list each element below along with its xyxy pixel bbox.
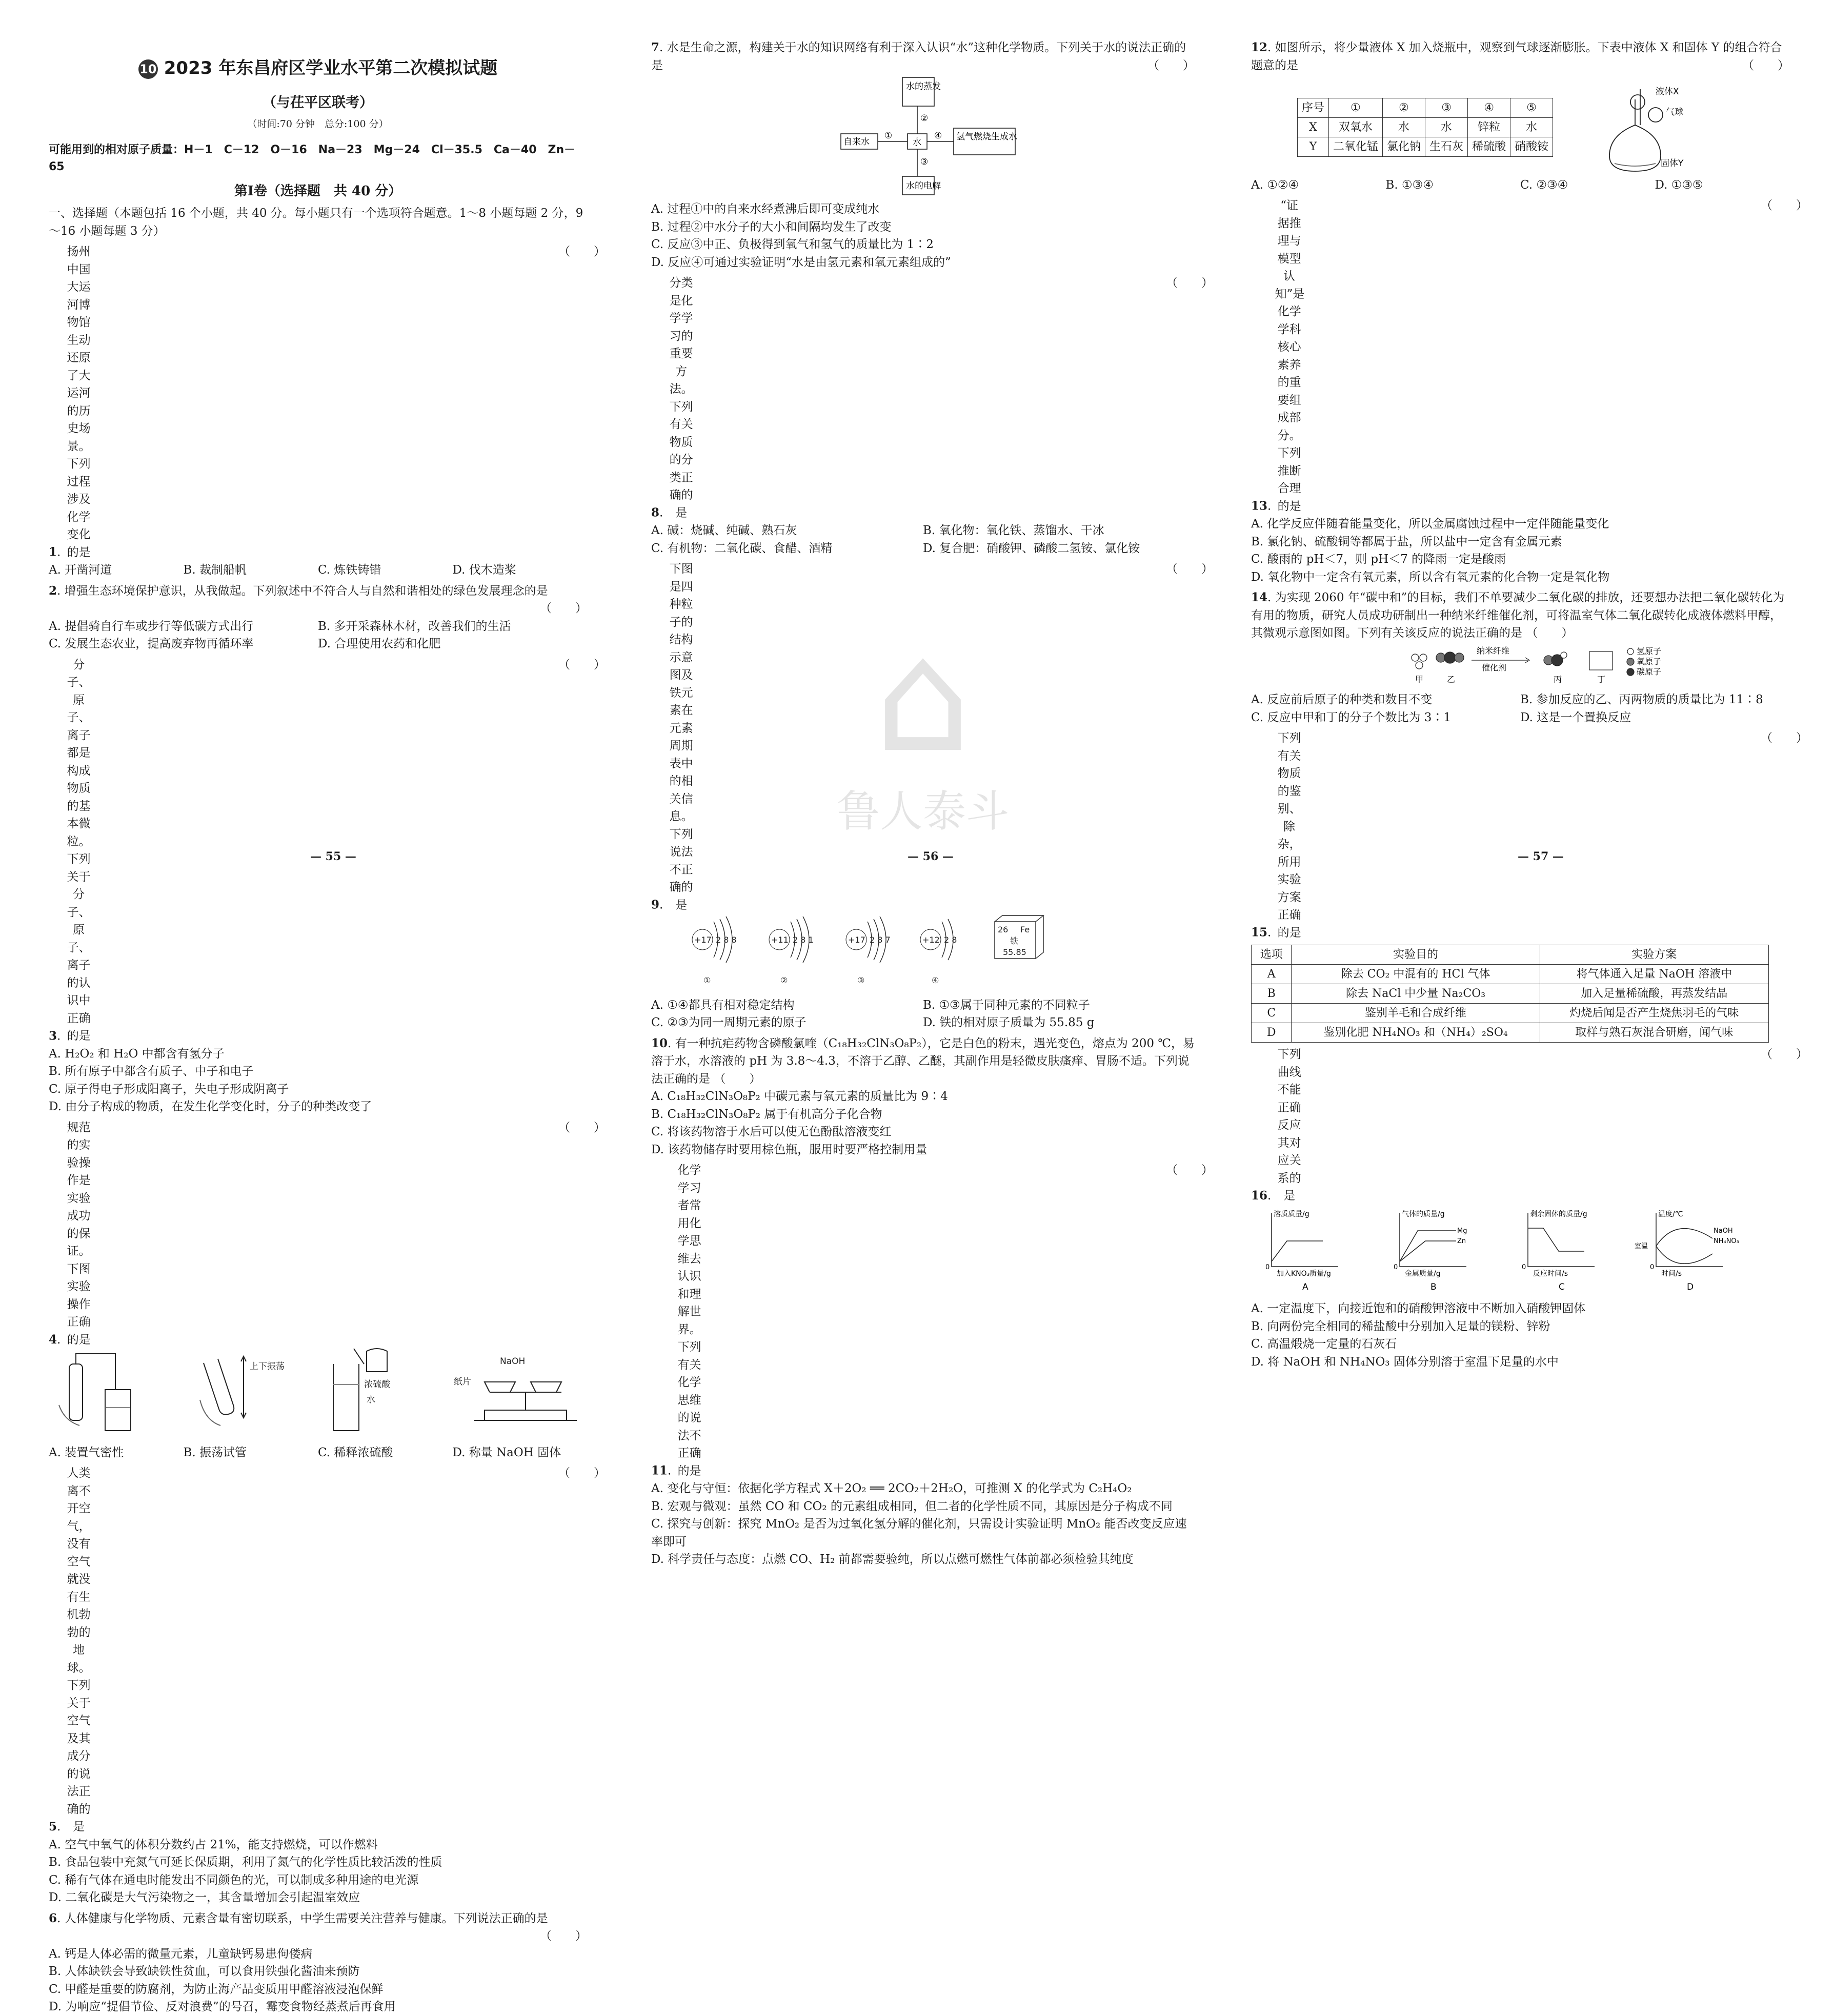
answer-blank[interactable]: （ ） <box>1526 626 1574 640</box>
y-axis-label: 气体的质量/g <box>1402 1210 1445 1218</box>
question-stem: 为实现 2060 年“碳中和”的目标，我们不单要减少二氧化碳的排放，还要想办法把二氧化碳转化为有用的物质，研究人员成功研制出一种纳米纤维催化剂，可将温室气体二氧化碳转化成液体燃料甲醇，其微观示意图如图。下列有关该反应的说法正确的是 <box>1251 591 1785 640</box>
curve <box>1400 1231 1456 1261</box>
conc-acid-label: 浓硫酸 <box>364 1379 390 1390</box>
question-14: 14. 为实现 2060 年“碳中和”的目标，我们不单要减少二氧化碳的排放，还要想办法把二氧化碳转化为有用的物质，研究人员成功研制出一种纳米纤维催化剂，可将温室气体二氧化碳转化成液体燃料甲醇，其微观示意图如图。下列有关该反应的说法正确的是 （ ） 纳米纤维 催化剂 甲 乙 丙 丁 氢原子 氧原子 碳原子 A. 反应前后原子的种类和数目不变 B. 参加反应的乙、丙两物质的质量比为 11∶8 C. 反应中甲和丁的分子个数比为 3∶1 D. 这是一个置换反应 <box>1251 589 1789 726</box>
question-stem: 分子、原子、离子都是构成物质的基本微粒。下列关于分子、原子、离子的认识中正确的是 <box>67 658 91 1043</box>
svg-text:2 8 1: 2 8 1 <box>793 935 814 945</box>
svg-text:丙: 丙 <box>1554 674 1562 684</box>
table-row <box>1252 984 1769 1004</box>
svg-text:碳原子: 碳原子 <box>1637 666 1662 677</box>
q15-table <box>1251 945 1769 1043</box>
table-row <box>1298 98 1553 118</box>
graph-id: A <box>1302 1281 1308 1292</box>
question-13: 13. “证据推理与模型认知”是化学学科核心素养的重要组成部分。下列推断合理的是 （ ） A. 化学反应伴随着能量变化，所以金属腐蚀过程中一定伴随能量变化 B. 氯化钠、硫酸铜等都属于盐，所以盐中一定含有金属元素 C. 酸雨的 pH＜7，则 pH＜7 的降雨一定是酸雨 D. 氧化物中一定含有氧元素，所以含有氧元素的化合物一定是氧化物 <box>1251 197 1789 586</box>
answer-blank[interactable]: （ ） <box>1742 59 1789 72</box>
option-c: C. ②③④ <box>1520 178 1568 192</box>
hydrogen-burning-node: 氢气燃烧生成水 <box>956 131 1017 142</box>
series-label: NH₄NO₃ <box>1714 1237 1739 1245</box>
origin-label: 0 <box>1265 1263 1270 1271</box>
svg-text:甲: 甲 <box>1415 674 1424 684</box>
option-d: D. 复合肥：硝酸钾、磷酸二氢铵、氯化铵 <box>923 541 1140 555</box>
option-b: B. 所有原子中都含有质子、中子和电子 <box>49 1065 254 1078</box>
curve <box>1272 1241 1323 1261</box>
question-stem: 扬州中国大运河博物馆生动还原了大运河的历史场景。下列过程涉及化学变化的是 <box>67 245 91 559</box>
option-a: A. 钙是人体必需的微量元素，儿童缺钙易患佝偻病 <box>49 1947 313 1961</box>
question-2: 2. 增强生态环境保护意识，从我做起。下列叙述中不符合人与自然和谐相处的绿色发展理念的是 （ ） A. 提倡骑自行车或步行等低碳方式出行 B. 多开采森林木材，改善我们的生活 C. 发展生态农业，提高废弃物再循环率 D. 合理使用农药和化肥 <box>49 582 587 653</box>
option-c: C. 将该药物溶于水后可以使无色酚酞溶液变红 <box>651 1125 892 1138</box>
option-b: B. C₁₈H₃₂ClN₃O₈P₂ 属于有机高分子化合物 <box>651 1107 882 1121</box>
option-c: C. ②③为同一周期元素的原子 <box>651 1016 807 1029</box>
option-b: B. 食品包装中充氮气可延长保质期，利用了氮气的化学性质比较活泼的性质 <box>49 1856 442 1869</box>
curve <box>1656 1246 1712 1264</box>
svg-text:2 8 7: 2 8 7 <box>870 935 891 945</box>
option-a: A. 提倡骑自行车或步行等低碳方式出行 <box>49 619 254 633</box>
x-axis-label: 反应时间/s <box>1533 1269 1568 1278</box>
balloon-label: 气球 <box>1666 107 1684 117</box>
svg-text:催化剂: 催化剂 <box>1482 662 1507 673</box>
question-12: 12. 如图所示，将少量液体 X 加入烧瓶中，观察到气球逐渐膨胀。下表中液体 X 和固体 Y 的组合符合题意的是 （ ） 序号 ① ② ③ ④ ⑤ X 双氧水 水 水 锌粒 水 Y 二氧化锰 氯化钠 生石灰 稀硫酸 硝酸铵 液体X 气球 固体Y A. ①②④ B. ①③④ C. ②③④ D. ①③⑤ <box>1251 39 1789 194</box>
svg-text:+11: +11 <box>771 935 789 945</box>
curve <box>1400 1241 1456 1261</box>
option-d: D. 科学责任与态度：点燃 CO、H₂ 前都需要验纯，所以点燃可燃性气体前都必须检验其纯度 <box>651 1553 1134 1566</box>
answer-blank[interactable]: （ ） <box>1147 59 1195 72</box>
option-d: D. 为响应“提倡节俭、反对浪费”的号召，霉变食物经蒸煮后再食用 <box>49 2000 396 2013</box>
option-c: C. 原子得电子形成阳离子，失电子形成阴离子 <box>49 1082 289 1096</box>
table-cell: ① <box>1329 98 1383 118</box>
option-b: B. 向两份完全相同的稀盐酸中分别加入足量的镁粉、锌粉 <box>1251 1319 1550 1333</box>
fe-name: 铁 <box>1010 936 1019 946</box>
option-c: C. 有机物：二氧化碳、食醋、酒精 <box>651 541 833 555</box>
table-cell: 灼烧后闻是否产生烧焦羽毛的气味 <box>1540 1004 1768 1023</box>
electrolysis-node: 水的电解 <box>906 180 941 191</box>
svg-text:丁: 丁 <box>1597 674 1606 684</box>
table-cell: 选项 <box>1252 945 1292 965</box>
origin-label: 0 <box>1394 1263 1398 1271</box>
answer-blank[interactable]: （ ） <box>1761 199 1808 212</box>
option-c: C. 酸雨的 pH＜7，则 pH＜7 的降雨一定是酸雨 <box>1251 553 1506 566</box>
particle-structure-figure <box>651 914 1195 991</box>
option-d: D. 合理使用农药和化肥 <box>318 637 441 650</box>
flask-balloon-figure <box>1584 79 1702 176</box>
answer-blank[interactable]: （ ） <box>1166 276 1213 290</box>
answer-blank[interactable]: （ ） <box>558 658 606 671</box>
table-row <box>1252 965 1769 984</box>
option-d: D. 二氧化碳是大气污染物之一，其含量增加会引起温室效应 <box>49 1891 360 1904</box>
fe-symbol: Fe <box>1020 925 1030 934</box>
fe-atomic-mass: 55.85 <box>1003 947 1026 957</box>
question-stem: 如图所示，将少量液体 X 加入烧瓶中，观察到气球逐渐膨胀。下表中液体 X 和固体 Y 的组合符合题意的是 <box>1251 41 1782 72</box>
table-cell: ② <box>1383 98 1425 118</box>
question-stem: 增强生态环境保护意识，从我做起。下列叙述中不符合人与自然和谐相处的绿色发展理念的是 <box>64 584 548 598</box>
lab-operations-figure <box>49 1349 587 1438</box>
column-page-56 <box>651 36 1213 1569</box>
question-4: 4. 规范的实验操作是实验成功的保证。下图实验操作正确的是 （ ） 上下振荡 浓硫酸 水 NaOH 纸片 A. 装置气密性 B. 振荡试管 C. 稀释浓硫酸 D. 称量 NaOH 固体 <box>49 1119 587 1462</box>
solid-y-label: 固体Y <box>1661 158 1684 169</box>
table-row <box>1252 945 1769 965</box>
table-cell: 氯化钠 <box>1383 137 1425 157</box>
table-cell: 实验方案 <box>1540 945 1768 965</box>
page-number: — 55 — <box>310 850 356 863</box>
svg-text:①: ① <box>884 130 893 141</box>
series-label: Zn <box>1457 1237 1466 1245</box>
option-c: C. 发展生态农业，提高废弃物再循环率 <box>49 637 254 650</box>
question-stem: 分类是化学学习的重要方法。下列有关物质的分类正确的是 <box>669 276 693 520</box>
table-cell: 水 <box>1383 118 1425 137</box>
page-number: — 56 — <box>908 850 954 863</box>
table-cell: B <box>1252 984 1292 1004</box>
q16-graphs <box>1251 1205 1789 1295</box>
option-a: A. H₂O₂ 和 H₂O 中都含有氢分子 <box>49 1047 225 1061</box>
table-cell: X <box>1298 118 1329 137</box>
answer-blank[interactable]: （ ） <box>558 245 606 258</box>
option-c: C. 炼铁铸错 <box>318 563 381 577</box>
option-a: A. 碱：烧碱、纯碱、熟石灰 <box>651 524 797 537</box>
airtightness-apparatus <box>59 1354 131 1431</box>
question-6: 6. 人体健康与化学物质、元素含量有密切联系，中学生需要关注营养与健康。下列说法正确的是 （ ） A. 钙是人体必需的微量元素，儿童缺钙易患佝偻病 B. 人体缺铁会导致缺铁性贫血，可以食用铁强化酱油来预防 C. 甲醛是重要的防腐剂，为防止海产品变质用甲醛溶液浸泡保鲜 D. 为响应“提倡节俭、反对浪费”的号召，霉变食物经蒸煮后再食用 <box>49 1910 587 2016</box>
y-axis-label: 剩余固体的质量/g <box>1530 1210 1587 1218</box>
table-cell: 锌粒 <box>1468 118 1510 137</box>
question-stem: 有一种抗疟药物含磷酸氯喹（C₁₈H₃₂ClN₃O₈P₂），它是白色的粉末，遇光变色，熔点为 200 ℃，易溶于水，水溶液的 pH 为 3.8～4.3，不溶于乙醇、乙醚，其副作用是轻微皮肤瘙痒、胃肠不适。下列说法正确的是 <box>651 1036 1195 1086</box>
question-stem: 人类离不开空气，没有空气就没有生机勃勃的地球。下列关于空气及其成分的说法正确的是 <box>67 1467 91 1834</box>
option-c: C. 高温煅烧一定量的石灰石 <box>1251 1337 1397 1351</box>
shake-label: 上下振荡 <box>250 1361 285 1372</box>
question-5: 5. 人类离不开空气，没有空气就没有生机勃勃的地球。下列关于空气及其成分的说法正确的是 （ ） A. 空气中氧气的体积分数约占 21%，能支持燃烧，可以作燃料 B. 食品包装中充氮气可延长保质期，利用了氮气的化学性质比较活泼的性质 C. 稀有气体在通电时能发出不同颜色的光，可以制成多种用途的电光源 D. 二氧化碳是大气污染物之一，其含量增加会引起温室效应 <box>49 1464 587 1907</box>
table-cell: ⑤ <box>1510 98 1553 118</box>
answer-blank[interactable]: （ ） <box>1166 562 1213 576</box>
question-stem: 规范的实验操作是实验成功的保证。下图实验操作正确的是 <box>67 1121 91 1347</box>
table-row <box>1252 1023 1769 1043</box>
series-label: Mg <box>1457 1227 1467 1235</box>
option-a: A. 装置气密性 <box>49 1445 124 1459</box>
svg-text:①: ① <box>703 975 711 985</box>
option-b: B. 裁制船帆 <box>183 563 247 577</box>
svg-text:+17: +17 <box>694 935 712 945</box>
option-a: A. 化学反应伴随着能量变化，所以金属腐蚀过程中一定伴随能量变化 <box>1251 517 1609 531</box>
table-row <box>1298 137 1553 157</box>
axes <box>1528 1213 1595 1267</box>
table-cell: 加入足量稀硫酸，再蒸发结晶 <box>1540 984 1768 1004</box>
question-1: 1. 扬州中国大运河博物馆生动还原了大运河的历史场景。下列过程涉及化学变化的是 （ ） A. 开凿河道 B. 裁制船帆 C. 炼铁铸错 D. 伐木造桨 <box>49 243 587 579</box>
page-number: — 57 — <box>1518 850 1564 863</box>
option-d: D. 该药物储存时要用棕色瓶，服用时要严格控制用量 <box>651 1143 928 1156</box>
option-c: C. 甲醛是重要的防腐剂，为防止海产品变质用甲醛溶液浸泡保鲜 <box>49 1982 384 1996</box>
table-cell: A <box>1252 965 1292 984</box>
shake-test-tube <box>200 1356 285 1426</box>
question-11: 11. 化学学习者常用化学思维去认识和理解世界。下列有关化学思维的说法不正确的是 （ ） A. 变化与守恒：依据化学方程式 X＋2O₂ ══ 2CO₂＋2H₂O，可推测 X 的化学式为 C₂H₄O₂ B. 宏观与微观：虽然 CO 和 CO₂ 的元素组成相同，但二者的化学性质不同，其原因是分子构成不同 C. 探究与创新：探究 MnO₂ 是否为过氧化氢分解的催化剂，只需设计实验证明 MnO₂ 能否改变反应速率即可 D. 科学责任与态度：点燃 CO、H₂ 前都需要验纯，所以点燃可燃性气体前都必须检验其纯度 <box>651 1162 1195 1569</box>
reaction-micro-figure <box>1251 642 1789 686</box>
svg-text:②: ② <box>780 975 788 985</box>
table-cell: 水 <box>1425 118 1468 137</box>
svg-text:乙: 乙 <box>1447 674 1456 684</box>
option-d: D. 这是一个置换反应 <box>1520 710 1631 724</box>
option-c: C. 反应中甲和丁的分子个数比为 3∶1 <box>1251 710 1451 724</box>
answer-blank[interactable]: （ ） <box>714 1072 761 1086</box>
table-cell: 实验目的 <box>1292 945 1540 965</box>
svg-text:纳米纤维: 纳米纤维 <box>1477 645 1510 656</box>
x-axis-label: 金属质量/g <box>1405 1269 1441 1278</box>
column-page-57 <box>1251 36 1808 1371</box>
room-temp-label: 室温 <box>1635 1242 1648 1250</box>
origin-label: 0 <box>1522 1263 1526 1271</box>
option-a: A. ①④都具有相对稳定结构 <box>651 998 795 1012</box>
answer-blank[interactable]: （ ） <box>1761 1048 1808 1061</box>
table-cell: 鉴别羊毛和合成纤维 <box>1292 1004 1540 1023</box>
table-row <box>1298 118 1553 137</box>
answer-blank[interactable]: （ ） <box>558 1121 606 1134</box>
x-axis-label: 加入KNO₃质量/g <box>1277 1269 1331 1278</box>
option-d: D. 氧化物中一定含有氧元素，所以含有氧元素的化合物一定是氧化物 <box>1251 570 1610 584</box>
axes <box>1272 1213 1338 1267</box>
dilute-acid-setup <box>333 1349 391 1431</box>
curve <box>1528 1228 1584 1251</box>
question-15: 15. 下列有关物质的鉴别、除杂，所用实验方案正确的是 （ ） 选项 实验目的 实验方案 A 除去 CO₂ 中混有的 HCl 气体 将气体通入足量 NaOH 溶液中 B 除去 NaCl 中少量 Na₂CO₃ 加入足量稀硫酸，再蒸发结晶 C 鉴别羊毛和合成纤维 灼烧后闻是否产生烧焦羽毛的气味 D 鉴别化肥 NH₄NO₃ 和（NH₄）₂SO₄ 取样与熟石灰混合研磨，闻气味 <box>1251 729 1789 1043</box>
option-a: A. ①②④ <box>1251 178 1299 192</box>
table-cell: 序号 <box>1298 98 1329 118</box>
option-a: A. 一定温度下，向接近饱和的硝酸钾溶液中不断加入硝酸钾固体 <box>1251 1302 1586 1315</box>
water-node: 水 <box>913 137 921 148</box>
option-d: D. 铁的相对原子质量为 55.85 g <box>923 1016 1095 1029</box>
origin-label: 0 <box>1650 1263 1655 1271</box>
water-network-figure <box>651 75 1195 195</box>
water-label: 水 <box>367 1395 375 1405</box>
naoh-label: NaOH <box>500 1356 526 1367</box>
table-cell: 双氧水 <box>1329 118 1383 137</box>
graph-C <box>1522 1210 1595 1292</box>
option-d: D. 反应④可通过实验证明“水是由氢元素和氧元素组成的” <box>651 255 951 269</box>
section-title: 第Ⅰ卷（选择题 共 40 分） <box>234 184 402 199</box>
atomic-masses: 可能用到的相对原子质量：H－1 C－12 O－16 Na－23 Mg－24 Cl－35.5 Ca－40 Zn－65 <box>49 144 576 173</box>
question-8: 8. 分类是化学学习的重要方法。下列有关物质的分类正确的是 （ ） A. 碱：烧碱、纯碱、熟石灰 B. 氧化物：氧化铁、蒸馏水、干冰 C. 有机物：二氧化碳、食醋、酒精 D. 复合肥：硝酸钾、磷酸二氢铵、氯化铵 <box>651 274 1195 557</box>
option-a: A. 过程①中的自来水经煮沸后即可变成纯水 <box>651 202 880 216</box>
table-cell: C <box>1252 1004 1292 1023</box>
question-16: 16. 下列曲线不能正确反应其对应关系的是 （ ） 溶质质量/g 加入KNO₃质量/g 0 A 气体的质量/g 金属质量/g 0 B Mg Zn 剩余固体的质量/g 反应时间/s 0 C 温度/℃ 时间/s 0 D NaOH NH₄NO₃ 室温 A. 一定温度下，向接近饱和的硝酸钾溶液中不断加入硝酸钾固体 B. 向两份完全相同的稀盐酸中分别加入足量的镁粉、锌粉 C. 高温煅烧一定量的石灰石 D. 将 NaOH 和 NH₄NO₃ 固体分别溶于室温下足量的水中 <box>1251 1046 1789 1371</box>
svg-text:氢原子: 氢原子 <box>1637 646 1662 656</box>
axes <box>1656 1213 1723 1267</box>
table-cell: 除去 NaCl 中少量 Na₂CO₃ <box>1292 984 1540 1004</box>
tap-water-node: 自来水 <box>843 136 870 147</box>
paper-label: 纸片 <box>454 1377 471 1387</box>
exam-number-badge: 10 <box>138 59 158 79</box>
option-c: C. 稀释浓硫酸 <box>318 1445 393 1459</box>
balance-figure <box>454 1356 577 1420</box>
curve <box>1656 1228 1712 1246</box>
table-cell: 二氧化锰 <box>1329 137 1383 157</box>
table-row <box>1252 1004 1769 1023</box>
table-cell: 硝酸铵 <box>1510 137 1553 157</box>
option-b: B. 氯化钠、硫酸铜等都属于盐，所以盐中一定含有金属元素 <box>1251 535 1562 548</box>
option-a: A. 开凿河道 <box>49 563 112 577</box>
exam-time: （时间:70 分钟 总分:100 分） <box>247 118 389 130</box>
graph-id: D <box>1687 1281 1694 1292</box>
option-a: A. 空气中氧气的体积分数约占 21%，能支持燃烧，可以作燃料 <box>49 1838 378 1851</box>
table-cell: ④ <box>1468 98 1510 118</box>
question-7: 7. 水是生命之源，构建关于水的知识网络有利于深入认识“水”这种化学物质。下列关于水的说法正确的是 （ ） 水的蒸发 自来水 水 氢气燃烧生成水 水的电解 ② ① ③ ④ A. 过程①中的自来水经煮沸后即可变成纯水 B. 过程②中水分子的大小和间隔均发生了改变 C. 反应③中正、负极得到氧气和氢气的质量比为 1∶2 D. 反应④可通过实验证明“水是由氢元素和氧元素组成的” <box>651 39 1195 271</box>
q12-table <box>1297 98 1553 157</box>
option-b: B. 过程②中水分子的大小和间隔均发生了改变 <box>651 220 892 234</box>
table-cell: D <box>1252 1023 1292 1043</box>
fe-atomic-number: 26 <box>998 925 1009 934</box>
question-stem: 下列有关物质的鉴别、除杂，所用实验方案正确的是 <box>1277 731 1301 940</box>
table-cell: 生石灰 <box>1425 137 1468 157</box>
table-cell: 稀硫酸 <box>1468 137 1510 157</box>
graph-A <box>1265 1210 1338 1292</box>
x-axis-label: 时间/s <box>1661 1269 1682 1278</box>
answer-blank[interactable]: （ ） <box>1166 1164 1213 1177</box>
option-b: B. 参加反应的乙、丙两物质的质量比为 11∶8 <box>1520 693 1763 706</box>
y-axis-label: 溶质质量/g <box>1274 1210 1309 1218</box>
graph-id: B <box>1430 1281 1437 1292</box>
answer-blank[interactable]: （ ） <box>540 602 587 615</box>
option-b: B. 多开采森林木材，改善我们的生活 <box>318 619 511 633</box>
option-a: A. 反应前后原子的种类和数目不变 <box>1251 693 1433 706</box>
option-d: D. 伐木造桨 <box>452 563 516 577</box>
svg-text:氧原子: 氧原子 <box>1637 656 1662 666</box>
table-cell: 除去 CO₂ 中混有的 HCl 气体 <box>1292 965 1540 984</box>
question-10: 10. 有一种抗疟药物含磷酸氯喹（C₁₈H₃₂ClN₃O₈P₂），它是白色的粉末，遇光变色，熔点为 200 ℃，易溶于水，水溶液的 pH 为 3.8～4.3，不溶于乙醇、乙醚，其副作用是轻微皮肤瘙痒、胃肠不适。下列说法正确的是 （ ） A. C₁₈H₃₂ClN₃O₈P₂ 中碳元素与氧元素的质量比为 9∶4 B. C₁₈H₃₂ClN₃O₈P₂ 属于有机高分子化合物 C. 将该药物溶于水后可以使无色酚酞溶液变红 D. 该药物储存时要用棕色瓶，服用时要严格控制用量 <box>651 1035 1195 1159</box>
svg-text:③: ③ <box>920 156 929 167</box>
option-b: B. ①③属于同种元素的不同粒子 <box>923 998 1090 1012</box>
question-stem: 化学学习者常用化学思维去认识和理解世界。下列有关化学思维的说法不正确的是 <box>677 1164 701 1478</box>
graph-B <box>1394 1210 1467 1292</box>
svg-text:+12: +12 <box>922 935 940 945</box>
watermark: ⌂ 鲁人泰斗 <box>836 607 1009 837</box>
table-cell: 水 <box>1510 118 1553 137</box>
option-d: D. 由分子构成的物质，在发生化学变化时，分子的种类改变了 <box>49 1100 372 1113</box>
svg-text:+17: +17 <box>848 935 865 945</box>
option-d: D. 称量 NaOH 固体 <box>452 1445 561 1459</box>
option-b: B. ①③④ <box>1385 178 1434 192</box>
graph-id: C <box>1559 1281 1565 1292</box>
option-b: B. 氧化物：氧化铁、蒸馏水、干冰 <box>923 524 1104 537</box>
table-cell: 将气体通入足量 NaOH 溶液中 <box>1540 965 1768 984</box>
table-cell: ③ <box>1425 98 1468 118</box>
table-cell: 鉴别化肥 NH₄NO₃ 和（NH₄）₂SO₄ <box>1292 1023 1540 1043</box>
option-a: A. 变化与守恒：依据化学方程式 X＋2O₂ ══ 2CO₂＋2H₂O，可推测 X 的化学式为 C₂H₄O₂ <box>651 1482 1132 1495</box>
option-b: B. 人体缺铁会导致缺铁性贫血，可以食用铁强化酱油来预防 <box>49 1965 360 1978</box>
option-d: D. ①③⑤ <box>1655 178 1703 192</box>
table-cell: Y <box>1298 137 1329 157</box>
option-d: D. 将 NaOH 和 NH₄NO₃ 固体分别溶于室温下足量的水中 <box>1251 1355 1559 1369</box>
svg-text:④: ④ <box>934 130 942 141</box>
evaporation-node: 水的蒸发 <box>906 81 941 92</box>
graph-D <box>1635 1210 1739 1292</box>
svg-text:2 8: 2 8 <box>944 935 957 945</box>
option-a: A. C₁₈H₃₂ClN₃O₈P₂ 中碳元素与氧元素的质量比为 9∶4 <box>651 1090 948 1103</box>
svg-text:④: ④ <box>932 975 939 985</box>
exam-title: 10 2023 年东昌府区学业水平第二次模拟试题 <box>49 55 587 82</box>
question-9: 9. 下图是四种粒子的结构示意图及铁元素在元素周期表中的相关信息。下列说法不正确的是 （ ） +17 2 8 8 +11 2 8 1 +17 2 8 7 +12 2 8 26 Fe 铁 55.85 ① ② ③ ④ A. ①④都具有相对稳定结构 B. ①③属于同种元素的不同粒子 C. ②③为同一周期元素的原子 D. 铁的相对原子质量为 55.85 g <box>651 560 1195 1032</box>
question-3: 3. 分子、原子、离子都是构成物质的基本微粒。下列关于分子、原子、离子的认识中正确的是 （ ） A. H₂O₂ 和 H₂O 中都含有氢分子 B. 所有原子中都含有质子、中子和电子 C. 原子得电子形成阳离子，失电子形成阴离子 D. 由分子构成的物质，在发生化学变化时，分子的种类改变了 <box>49 656 587 1116</box>
table-cell: 取样与熟石灰混合研磨，闻气味 <box>1540 1023 1768 1043</box>
question-stem: 下列曲线不能正确反应其对应关系的是 <box>1277 1048 1301 1203</box>
svg-text:③: ③ <box>857 975 865 985</box>
option-b: B. 宏观与微观：虽然 CO 和 CO₂ 的元素组成相同，但二者的化学性质不同，其原因是分子构成不同 <box>651 1499 1173 1513</box>
question-stem: 下图是四种粒子的结构示意图及铁元素在元素周期表中的相关信息。下列说法不正确的是 <box>669 562 693 912</box>
svg-text:②: ② <box>920 113 929 124</box>
question-stem: 水是生命之源，构建关于水的知识网络有利于深入认识“水”这种化学物质。下列关于水的说法正确的是 <box>651 41 1186 72</box>
option-b: B. 振荡试管 <box>183 1445 247 1459</box>
question-stem: 人体健康与化学物质、元素含量有密切联系，中学生需要关注营养与健康。下列说法正确的是 <box>64 1911 548 1925</box>
svg-text:2 8 8: 2 8 8 <box>716 935 737 945</box>
option-c: C. 稀有气体在通电时能发出不同颜色的光，可以制成多种用途的电光源 <box>49 1873 419 1887</box>
option-c: C. 反应③中正、负极得到氧气和氢气的质量比为 1∶2 <box>651 238 934 251</box>
liquid-x-label: 液体X <box>1656 86 1679 97</box>
axes <box>1400 1213 1466 1267</box>
y-axis-label: 温度/℃ <box>1658 1210 1683 1218</box>
answer-blank[interactable]: （ ） <box>558 1467 606 1480</box>
instructions: 一、选择题（本题包括 16 个小题，共 40 分。每小题只有一个选项符合题意。1～8 小题每题 2 分，9～16 小题每题 3 分） <box>49 207 583 238</box>
series-label: NaOH <box>1714 1227 1733 1235</box>
exam-subtitle: （与茌平区联考） <box>263 95 373 111</box>
answer-blank[interactable]: （ ） <box>1761 731 1808 745</box>
question-stem: “证据推理与模型认知”是化学学科核心素养的重要组成部分。下列推断合理的是 <box>1275 199 1305 513</box>
option-c: C. 探究与创新：探究 MnO₂ 是否为过氧化氢分解的催化剂，只需设计实验证明 MnO₂ 能否改变反应速率即可 <box>651 1517 1187 1549</box>
column-page-55 <box>49 36 606 2016</box>
answer-blank[interactable]: （ ） <box>540 1929 587 1943</box>
